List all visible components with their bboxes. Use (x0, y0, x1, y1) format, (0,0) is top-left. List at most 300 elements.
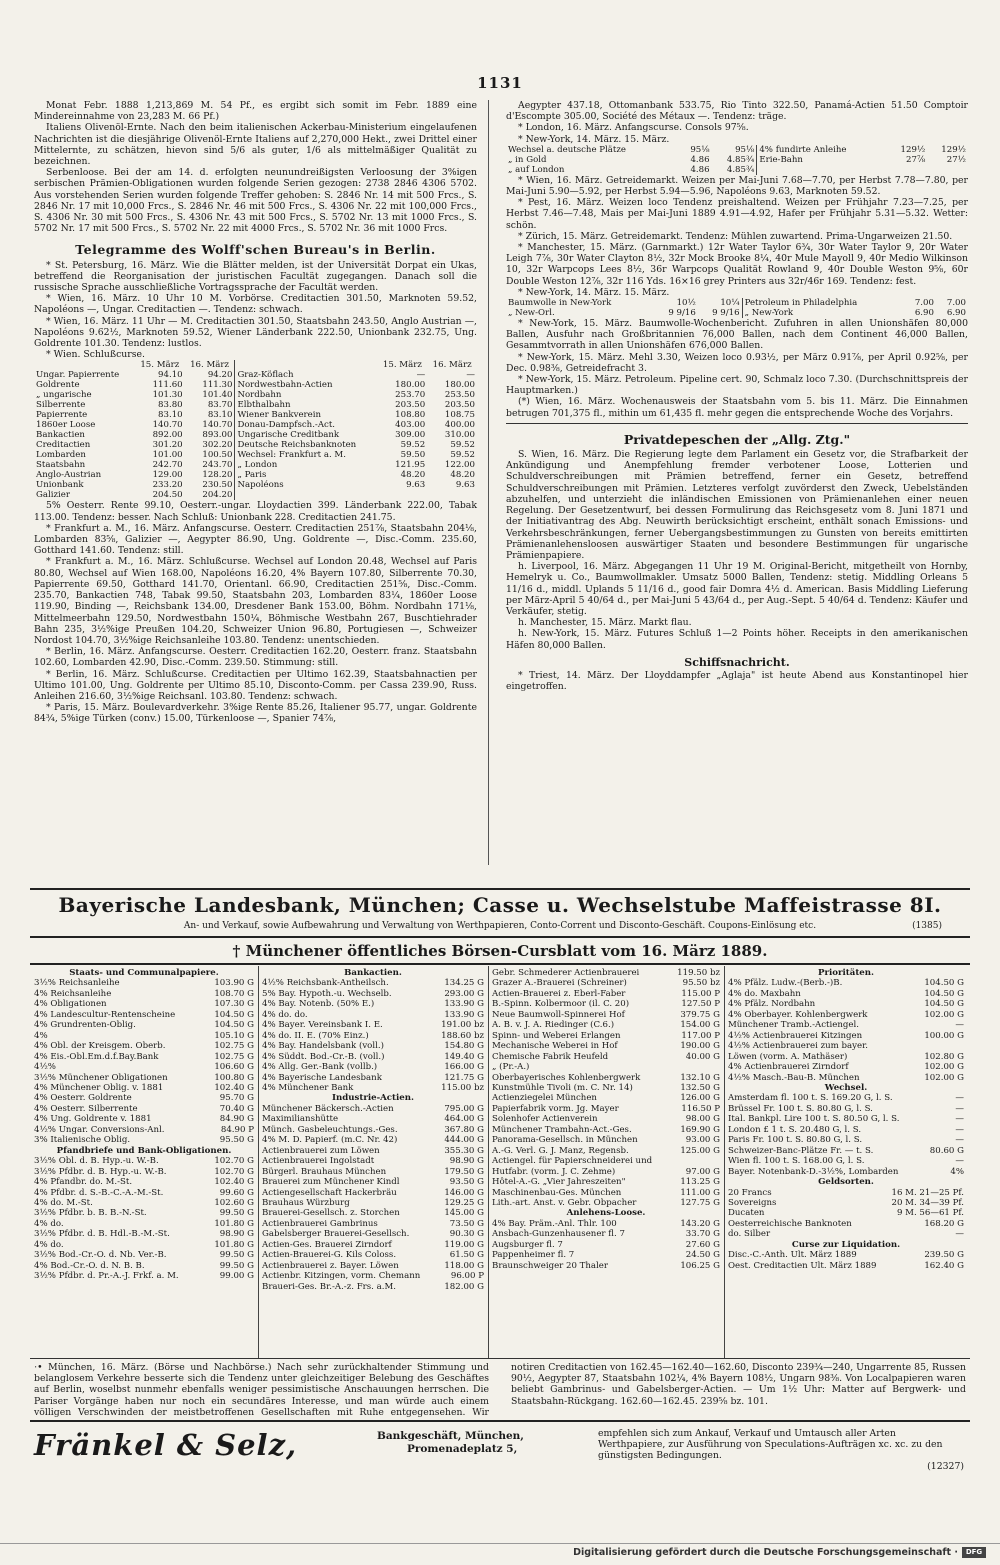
quote-row (34, 1250, 254, 1260)
quote-name: 4% Pfälz. Ludw.-(Berb.-)B. (728, 978, 843, 989)
quote-name: 3½% Reichsanleihe (34, 978, 120, 989)
quote-row (262, 1083, 484, 1093)
quote-name: 4% do. (34, 1239, 64, 1250)
quote-value: 464.00 G (444, 1114, 484, 1125)
quote-value: 166.00 G (444, 1062, 484, 1073)
table-cell: 129.00 (152, 470, 183, 481)
table-cell: 253.70 (395, 390, 426, 401)
table-cell: 94.20 (207, 370, 233, 381)
telegram-paragraph: (*) Wien, 16. März. Wochenausweis der Staatsbahn vom 5. bis 11. März. Die Einnahmen betrugen 701,375 fl., mithin um 61,435 fl. mehr gegen die entsprechende Woche des Vorjahrs. (506, 396, 968, 419)
table-row (506, 155, 968, 165)
table-row (506, 165, 968, 175)
quote-row (34, 1125, 254, 1135)
news-paragraph: Monat Febr. 1888 1,213,869 M. 54 Pf., es ergibt sich somit im Febr. 1889 eine Mindereinnahme von 23,283 M. 66 Pf.) (34, 100, 477, 123)
quote-value: 129.25 G (444, 1197, 484, 1208)
table-cell: Unionbank (36, 480, 84, 491)
table-cell: Baumwolle in New-York (508, 298, 612, 309)
quote-value: 179.50 G (444, 1166, 484, 1177)
quote-row (262, 1010, 484, 1020)
table-cell: 180.00 (444, 380, 475, 391)
quote-name: 4% Obligationen (34, 999, 107, 1010)
table-cell: 140.70 (152, 420, 183, 431)
quote-name: Neue Baumwoll-Spinnerei Hof (492, 1009, 625, 1020)
quote-row (34, 1219, 254, 1229)
kursblatt-column-2 (262, 968, 484, 1292)
quote-row (492, 1083, 720, 1093)
table-cell: „ ungarische (36, 390, 92, 401)
quote-row (492, 1250, 720, 1260)
wien-quotes-table (34, 360, 477, 500)
quote-value: 125.00 G (680, 1145, 720, 1156)
table-cell: Petroleum in Philadelphia (742, 298, 904, 308)
table-cell (757, 165, 887, 175)
quote-row (492, 999, 720, 1009)
quote-row (262, 1240, 484, 1250)
quote-value: 379.75 G (680, 1009, 720, 1020)
table-cell: 108.75 (444, 410, 475, 421)
quote-value: 27.60 G (685, 1239, 720, 1250)
quote-name: 4% do. do. (262, 1009, 308, 1020)
quote-value: 100.80 G (214, 1072, 254, 1083)
quote-row (492, 1146, 720, 1156)
telegram-paragraph: * St. Petersburg, 16. März. Wie die Blätter melden, ist der Universität Dorpat ein Ukas, betreffend die Reorganisation der juristischen Facultät zugegangen. Danach soll die russische Sprache ausschließliche Vortragssprache der Facultät werden. (34, 259, 477, 294)
quote-row (262, 1261, 484, 1271)
quote-value: 102.70 G (214, 1156, 254, 1167)
quote-row (262, 1125, 484, 1135)
quote-value: 100.00 G (924, 1030, 964, 1041)
quote-value: 113.25 G (680, 1177, 720, 1188)
quote-row (728, 1041, 964, 1051)
table-cell: 4% fundirte Anleihe (757, 145, 887, 155)
quote-value: 106.60 G (214, 1062, 254, 1073)
table-row (34, 410, 477, 420)
quote-name: Oesterreichische Banknoten (728, 1218, 852, 1229)
quote-value: 104.50 G (924, 999, 964, 1010)
table-cell: 9 9/16 (712, 308, 740, 319)
table-cell: 400.00 (444, 420, 475, 431)
column-divider (488, 100, 489, 865)
table-cell: 242.70 (152, 460, 183, 471)
quote-name: Papierfabrik vorm. Jg. Mayer (492, 1103, 619, 1114)
table-cell: 9.63 (406, 480, 426, 491)
quote-name: 4% Münchener Oblig. v. 1881 (34, 1082, 164, 1093)
quote-value: 40.00 G (685, 1051, 720, 1062)
quote-value: 24.50 G (685, 1250, 720, 1261)
quote-row (262, 1219, 484, 1229)
quote-row (728, 1198, 964, 1208)
table-row (34, 490, 477, 500)
quote-row (262, 1271, 484, 1281)
quote-name: Schweizer-Banc-Plätze Fr. — t. S. (728, 1145, 874, 1156)
quote-value: 107.30 G (214, 999, 254, 1010)
quote-name: 4% Grundrenten-Oblig. (34, 1020, 136, 1031)
quote-value: 99.60 G (219, 1187, 254, 1198)
table-cell: Donau-Dampfsch.-Act. (235, 420, 378, 430)
table-row (34, 440, 477, 450)
table-cell (427, 490, 477, 500)
table-cell: 4.85¾ (726, 154, 755, 165)
quote-name: Sovereigns (728, 1197, 777, 1208)
quote-name: 4% Landescultur-Rentenscheine (34, 1009, 176, 1020)
bank-banner-subtitle (30, 921, 970, 931)
quote-row (728, 1135, 964, 1145)
quote-name: Lith.-art. Anst. v. Gebr. Obpacher (492, 1197, 637, 1208)
quote-name: Gebr. Schmederer Actienbrauerei (492, 968, 640, 978)
quote-name: 4½% Actienbrauerei Kitzingen (728, 1030, 863, 1041)
quote-row (728, 1188, 964, 1198)
telegram-paragraph: * Wien, 16. März. 10 Uhr 10 M. Vorbörse. Creditactien 301.50, Marknoten 59.52, Napoléons —, Ungar. Creditactien —. Tendenz: schwach. (34, 293, 477, 316)
quote-name: Hutfabr. (vorm. J. C. Zehme) (492, 1166, 616, 1177)
table-cell: 101.30 (152, 390, 183, 401)
table-cell: 27⅞ (906, 154, 926, 165)
table-cell: 48.20 (400, 470, 426, 481)
quote-row (492, 1020, 720, 1030)
table-cell: 243.70 (202, 460, 233, 471)
quote-row (728, 978, 964, 988)
quote-name: 4% Oberbayer. Kohlenbergwerk (728, 1009, 868, 1020)
quote-value: 115.00 P (681, 988, 720, 999)
quote-value: — (955, 1156, 964, 1167)
quote-value: 98.90 G (219, 1229, 254, 1240)
table-cell: 10¼ (720, 298, 740, 309)
quote-row (262, 1198, 484, 1208)
table-cell: 309.00 (395, 430, 426, 441)
telegram-paragraph: * New-York, 14. März. 15. März. (518, 133, 670, 145)
quote-row (492, 1010, 720, 1020)
telegram-paragraph: * Manchester, 15. März. (Garnmarkt.) 12r Water Taylor 6¾, 30r Water Taylor 9, 20r Water Leigh 7⅞, 30r Water Clayton 8½, 32r Mock Brooke 8¼, 40r Mule Mayoll 9, 40r Medio Wilkinson 10, 32r Warpcops Lees 8½, 36r Warpcops Qualität Rowland 9, 40r Double Weston 9⅝, 60r Double Weston 12⅞, 32r 116 Yds. 16×16 grey Printers aus 32r/46r 169. Tendenz: fest. (506, 242, 968, 287)
quote-name: do. Silber (728, 1229, 771, 1240)
quote-name: London £ 1 t. S. 20.480 G, l. S. (728, 1124, 862, 1135)
quote-value: 104.50 G (924, 978, 964, 989)
quote-name: 4% do. II. E. (70% Einz.) (262, 1030, 369, 1041)
private-dispatch-title: Privatdepeschen der „Allg. Ztg." (623, 431, 851, 447)
quote-row (262, 1188, 484, 1198)
quote-row (34, 1052, 254, 1062)
table-cell: 893.00 (202, 430, 233, 441)
quote-row (492, 1198, 720, 1208)
banner-rule-bottom (30, 936, 970, 938)
quote-row (492, 1261, 720, 1271)
table-cell: Silberrente (36, 400, 86, 411)
quote-row (262, 1156, 484, 1166)
table-cell: Wechsel: Frankfurt a. M. (235, 450, 378, 460)
quote-section-header: Staats- und Communalpapiere. (69, 968, 219, 978)
quote-name: Chemische Fabrik Heufeld (492, 1051, 609, 1062)
quote-value: 126.00 G (680, 1093, 720, 1104)
table-cell (378, 490, 428, 500)
table-cell: Creditactien (36, 440, 91, 451)
quote-name: 4% Bod.-Cr.-O. d. N. B. B. (34, 1260, 145, 1271)
quote-value: 146.00 G (444, 1187, 484, 1198)
quote-row (262, 1062, 484, 1072)
quote-name: Solenhofer Actienverein (492, 1114, 598, 1125)
quote-name: Brauhaus Würzburg (262, 1197, 350, 1208)
table-row (506, 298, 968, 308)
quote-value: 116.50 P (681, 1103, 720, 1114)
quote-name: 4% Bayerische Landesbank (262, 1072, 382, 1083)
table-cell: 203.50 (395, 400, 426, 411)
quote-section-header: Geldsorten. (818, 1177, 874, 1188)
quote-name: Oest. Creditactien Ult. März 1889 (728, 1260, 877, 1271)
quote-row (492, 1177, 720, 1187)
table-row (34, 450, 477, 460)
table-cell: 128.20 (202, 470, 233, 481)
quote-value: 102.40 G (214, 1082, 254, 1093)
table-cell: „ Paris (235, 470, 378, 480)
quote-name: Actien-Ges. Brauerei Zirndorf (262, 1239, 392, 1250)
quote-row (262, 1041, 484, 1051)
quote-value: 106.25 G (680, 1260, 720, 1271)
quote-row (262, 1229, 484, 1239)
quote-name: A. B. v. J. A. Riedinger (C.6.) (492, 1020, 615, 1031)
quote-value: 444.00 G (444, 1135, 484, 1146)
quote-value: 121.75 G (444, 1072, 484, 1083)
quote-value: 96.00 P (450, 1271, 484, 1282)
quote-value: — (955, 1114, 964, 1125)
quote-name: 4% Süddt. Bod.-Cr.-B. (voll.) (262, 1051, 385, 1062)
table-cell: 4.85¾ (726, 164, 755, 175)
quote-value: 95.50 G (219, 1135, 254, 1146)
quote-name: 3½% Münchener Obligationen (34, 1072, 168, 1083)
table-row (34, 420, 477, 430)
quote-row (728, 1073, 964, 1083)
quote-value: 190.00 G (680, 1041, 720, 1052)
quote-name: 4% Münchener Bank (262, 1082, 354, 1093)
table-cell: 121.95 (395, 460, 426, 471)
table-cell: 230.50 (202, 480, 233, 491)
quote-value: 73.50 G (449, 1218, 484, 1229)
quote-name: Bayer. Notenbank-D.-3½%, Lombarden (728, 1166, 899, 1177)
quote-value: 133.90 G (444, 999, 484, 1010)
quote-section-header: Industrie-Actien. (331, 1093, 414, 1104)
table-cell: 4.86 (690, 164, 710, 175)
quote-name: 3½% Pfdbr. b. B. B.-N.-St. (34, 1208, 147, 1219)
quote-value: 70.40 G (219, 1103, 254, 1114)
table-cell: Wechsel a. deutsche Plätze (508, 144, 626, 155)
telegram-paragraph: * New-York, 15. März. Baumwolle-Wochenbericht. Zufuhren in allen Unionshäfen 80,000 Ballen, Ausfuhr nach Großbritannien 76,000 Ballen, nach dem Continent 46,000 Ballen, Gesammtvorrath in allen Unionshäfen 676,000 Ballen. (506, 318, 968, 352)
table-cell: 59.50 (400, 450, 426, 461)
quote-row (262, 978, 484, 988)
telegram-paragraph: 5% Oesterr. Rente 99.10, Oesterr.-ungar. Lloydactien 399. Länderbank 222.00, Tabak 113.00. Tendenz: besser. Nach Schluß: Unionbank 228. Creditactien 241.75. (34, 500, 477, 523)
quote-row (492, 1240, 720, 1250)
quote-value: 162.40 G (924, 1260, 964, 1271)
quote-section-header: Wechsel. (824, 1082, 868, 1093)
table-cell: 101.40 (202, 390, 233, 401)
quote-row (492, 968, 720, 978)
quote-value: 134.25 G (444, 978, 484, 989)
table-cell: 101.00 (152, 450, 183, 461)
footer-text: Digitalisierung gefördert durch die Deutsche Forschungsgemeinschaft · (573, 1547, 958, 1558)
quote-value: 20 M. 34—39 Pf. (891, 1197, 964, 1208)
quote-name: 3½% Pfdbr. d. B. Hyp.-u. W.-B. (34, 1166, 167, 1177)
quote-value: 188.60 bz (441, 1030, 484, 1041)
quote-value: 61.50 G (449, 1250, 484, 1261)
table-cell: — (466, 370, 475, 381)
table-header-cell (34, 360, 135, 370)
telegram-paragraph: * Paris, 15. März. Boulevardverkehr. 3%ige Rente 85.26, Italiener 95.77, ungar. Goldrente 84¾, 5%ige Türken (conv.) 15.00, Türkenloose —, Spanier 74⅞, (34, 702, 477, 725)
quote-name: Disc.-C.-Anth. Ult. März 1889 (728, 1250, 857, 1261)
quote-value: 105.10 G (214, 1030, 254, 1041)
table-cell: Goldrente (36, 380, 80, 391)
telegram-paragraph: * Pest, 16. März. Weizen loco Tendenz preishaltend. Weizen per Frühjahr 7.23—7.25, per Herbst 7.46—7.48, Mais per Mai-Juni 1889 4.91—4.92, Hafer per Frühjahr 5.31—5.32. Wetter: schön. (506, 197, 968, 231)
table-row (34, 430, 477, 440)
kursblatt-rule (30, 963, 970, 965)
quote-name: 4½% (34, 1062, 56, 1073)
quote-name: 4½% Ungar. Conversions-Anl. (34, 1124, 165, 1135)
table-cell: 100.50 (202, 450, 233, 461)
quote-value: 4% (950, 1166, 964, 1177)
quote-row (728, 1219, 964, 1229)
quote-row (34, 1271, 254, 1281)
quote-value: 102.40 G (214, 1177, 254, 1188)
table-row (34, 460, 477, 470)
quote-row (34, 1208, 254, 1218)
quote-row (262, 1073, 484, 1083)
quote-section-header: Bankactien. (344, 968, 402, 978)
quote-row (492, 1188, 720, 1198)
quote-value: 102.00 G (924, 1072, 964, 1083)
quote-value: 98.00 G (685, 1114, 720, 1125)
quote-name: Braunschweiger 20 Thaler (492, 1260, 608, 1271)
quote-name: B.-Spinn. Kolbermoor (il. C. 20) (492, 999, 630, 1010)
quote-row (492, 1031, 720, 1041)
quote-value: 102.80 G (924, 1051, 964, 1062)
table-cell: 122.00 (444, 460, 475, 471)
quote-value: 119.00 G (444, 1239, 484, 1250)
page-number: 1131 (477, 74, 523, 92)
kursblatt-column-4 (728, 968, 964, 1271)
quote-value: 33.70 G (685, 1229, 720, 1240)
quote-value: 9 M. 56—61 Pf. (896, 1208, 964, 1219)
table-row (34, 470, 477, 480)
news-paragraph: Italiens Olivenöl-Ernte. Nach den beim italienischen Ackerbau-Ministerium eingelaufenen Nachrichten ist die diesjährige Olivenöl-Ernte Italiens auf 2,270,000 Hekt., zwei Drittel einer Mittelernte, zu schätzen, hievon sind 5/6 als guter, 1/6 als mittelmäßiger Qualität zu bezeichnen. (34, 122, 477, 168)
quote-name: 4% Oesterr. Goldrente (34, 1093, 132, 1104)
quote-row (34, 1240, 254, 1250)
quote-row (262, 1208, 484, 1218)
quote-row (262, 1020, 484, 1030)
quote-name: 4% Actienbrauerei Zirndorf (728, 1062, 849, 1073)
quote-row (492, 1167, 720, 1177)
table-cell: Ungar. Papierrente (36, 370, 120, 381)
telegram-paragraph: * Berlin, 16. März. Anfangscurse. Oesterr. Creditactien 162.20, Oesterr. franz. Staatsbahn 102.60, Lombarden 42.90, Disc.-Comm. 239.50. Stimmung: still. (34, 646, 477, 669)
quote-row (728, 989, 964, 999)
quote-row (34, 1031, 254, 1041)
quote-name: Pappenheimer fl. 7 (492, 1250, 575, 1261)
quote-row (492, 1125, 720, 1135)
quote-value: 93.50 G (449, 1177, 484, 1188)
table-cell: Anglo-Austrian (36, 470, 102, 481)
footer-rule (0, 1543, 1000, 1544)
table-cell: Papierrente (36, 410, 88, 421)
table-cell: 129½ (900, 144, 926, 155)
ad-company-name: Fränkel & Selz, (34, 1428, 298, 1462)
quote-value: — (955, 1020, 964, 1031)
table-cell: 111.30 (202, 380, 233, 391)
table-cell: 1860er Loose (36, 420, 96, 431)
quote-value: 108.70 G (214, 988, 254, 999)
quote-name: 4% Allg. Ger.-Bank (vollb.) (262, 1062, 378, 1073)
quote-row (34, 1114, 254, 1124)
private-dispatch-paragraph: h. New-York, 15. März. Futures Schluß 1—2 Points höher. Receipts in den amerikanischen Häfen 80,000 Ballen. (506, 628, 968, 651)
kursblatt-column-1 (34, 968, 254, 1282)
quote-section-header: Anlehens-Loose. (566, 1208, 646, 1219)
quote-value: — (955, 1093, 964, 1104)
table-cell: Bankactien (36, 430, 85, 441)
quote-name: Panorama-Gesellsch. in München (492, 1135, 638, 1146)
quote-name: Brauerei-Gesellsch. z. Storchen (262, 1208, 400, 1219)
quote-value: 127.50 P (681, 999, 720, 1010)
quote-value: 102.00 G (924, 1062, 964, 1073)
quote-value: 84.90 G (219, 1114, 254, 1125)
quote-name: 4% Bay. Notenb. (50% E.) (262, 999, 375, 1010)
ad-address-line2: Promenadeplatz 5, (407, 1443, 518, 1455)
quote-value: 149.40 G (444, 1051, 484, 1062)
table-cell: 59.52 (450, 450, 475, 461)
table-header-cell (235, 360, 378, 370)
quote-value: — (955, 1124, 964, 1135)
table-cell: 253.50 (444, 390, 475, 401)
table-cell (927, 165, 968, 175)
quote-value: 145.00 G (444, 1208, 484, 1219)
quote-name: 4% Bay. Präm.-Anl. Thlr. 100 (492, 1218, 617, 1229)
quote-value: 104.50 G (924, 988, 964, 999)
quote-name: Actienbrauerei Gambrinus (262, 1218, 378, 1229)
table-cell: 129½ (941, 144, 966, 155)
quote-name: 3½% Obl. d. B. Hyp.-u. W.-B. (34, 1156, 159, 1167)
quote-row (728, 1125, 964, 1135)
divider (506, 423, 968, 424)
quote-value: 102.70 G (214, 1166, 254, 1177)
quote-row (34, 989, 254, 999)
quote-name: 4% Bay. Handelsbank (voll.) (262, 1041, 384, 1052)
quote-name: Actienbr. Kitzingen, vorm. Chemann (262, 1271, 421, 1282)
private-dispatch-paragraph: h. Manchester, 15. März. Markt flau. (518, 617, 692, 629)
banner-ref: (1385) (912, 921, 942, 931)
quote-value: 103.90 G (214, 978, 254, 989)
quote-value: 367.80 G (444, 1124, 484, 1135)
quote-name: Paris Fr. 100 t. S. 80.80 G, l. S. (728, 1135, 863, 1146)
quote-value: 101.80 G (214, 1218, 254, 1229)
quote-value: 16 M. 21—25 Pf. (891, 1187, 964, 1198)
quote-row (34, 1073, 254, 1083)
table-cell: 301.20 (152, 440, 183, 451)
table-cell (235, 490, 378, 500)
quote-name: 4% Reichsanleihe (34, 988, 112, 999)
table-cell: 233.20 (152, 480, 183, 491)
table-cell: Deutsche Reichsbanknoten (235, 440, 378, 450)
quote-name: 4½% Reichsbank-Antheilsch. (262, 978, 389, 989)
quote-row (728, 1104, 964, 1114)
quote-name: 4% Bayer. Vereinsbank I. E. (262, 1020, 383, 1031)
quote-row (34, 1261, 254, 1271)
quote-section-header: Curse zur Liquidation. (791, 1239, 901, 1250)
kursblatt-divider (724, 966, 725, 1358)
quote-name: Actien-Brauerei z. Eberl-Faber (492, 988, 626, 999)
quote-name: Hôtel-A.-G. „Vier Jahreszeiten" (492, 1177, 626, 1188)
quote-value: 111.00 G (680, 1187, 720, 1198)
table-cell: „ London (235, 460, 378, 470)
quote-name: 4% Oesterr. Silberrente (34, 1103, 138, 1114)
quote-name: Braueri-Ges. Br.-A.-z. Frs. a.M. (262, 1281, 397, 1292)
table-cell: Nordwestbahn-Actien (235, 380, 378, 390)
quote-row (492, 1093, 720, 1103)
table-cell: Nordbahn (235, 390, 378, 400)
quote-value: 99.50 G (219, 1260, 254, 1271)
quote-value: 93.00 G (685, 1135, 720, 1146)
quote-value: 169.90 G (680, 1124, 720, 1135)
table-cell: — (416, 370, 426, 381)
table-cell: 9 9/16 (668, 308, 696, 319)
